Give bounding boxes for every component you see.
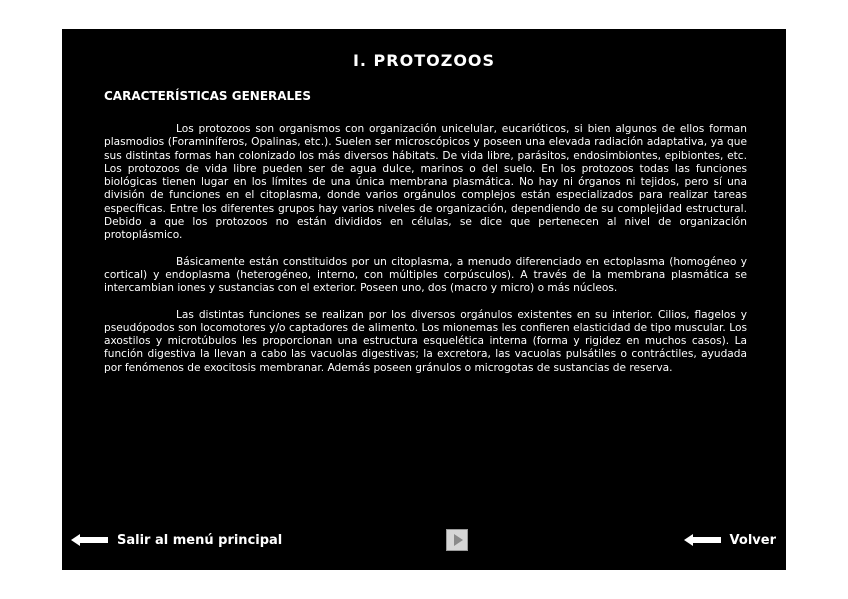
left-arrow-icon <box>684 532 722 548</box>
paragraph-1: Los protozoos son organismos con organización unicelular, eucarióticos, si bien algunos de ellos forman plasmodios (Foraminíferos, Opalinas, etc.). Suelen ser microscópicos y poseen una elevada radiación adaptativa, ya que sus distintas formas han colonizado los más diversos hábitats. De vida libre, parásitos, endosimbiontes, epibiontes, etc. Los protozoos de vida libre pueden ser de agua dulce, marinos o del suelo. En los protozoos todas las funciones biológicas tienen lugar en los límites de una única membrana plasmática. No hay ni órganos ni tejidos, pero sí una división de funciones en el citoplasma, donde varios orgánulos complejos están especializados para realizar tareas específicas. Entre los diferentes grupos hay varios niveles de organización, dependiendo de su complejidad estructural. Debido a que los protozoos no están divididos en células, se dice que pertenecen al nivel de organización protoplásmico. <box>104 123 747 242</box>
main-menu-link[interactable] <box>71 532 282 548</box>
paragraph-3: Las distintas funciones se realizan por los diversos orgánulos existentes en su interior. Cilios, flagelos y pseudópodos son locomotores y/o captadores de alimento. Los mionemas les confieren elasticidad de tipo muscular. Los axostilos y microtúbulos les proporcionan una estructura esquelética interna (forma y rigidez en muchos casos). La función digestiva la llevan a cabo las vacuolas digestivas; la excretora, las vacuolas pulsátiles o contráctiles, ayudada por fenómenos de exocitosis membranar. Además poseen gránulos o microgotas de sustancias de reserva. <box>104 308 747 374</box>
main-menu-label: Salir al menú principal <box>117 532 283 548</box>
back-link[interactable] <box>684 532 776 548</box>
section-heading: CARACTERÍSTICAS GENERALES <box>104 89 312 103</box>
body-text <box>104 123 747 388</box>
back-label: Volver <box>729 532 776 548</box>
left-arrow-icon <box>71 532 109 548</box>
page-title: I. PROTOZOOS <box>352 51 496 70</box>
paragraph-2: Básicamente están constituidos por un citoplasma, a menudo diferenciado en ectoplasma (homogéneo y cortical) y endoplasma (heterogéneo, interno, con múltiples corpúsculos). A través de la membrana plasmática se intercambian iones y sustancias con el exterior. Poseen uno, dos (macro y micro) o más núcleos. <box>104 255 747 295</box>
next-button[interactable] <box>446 529 468 551</box>
content-frame <box>62 29 786 570</box>
